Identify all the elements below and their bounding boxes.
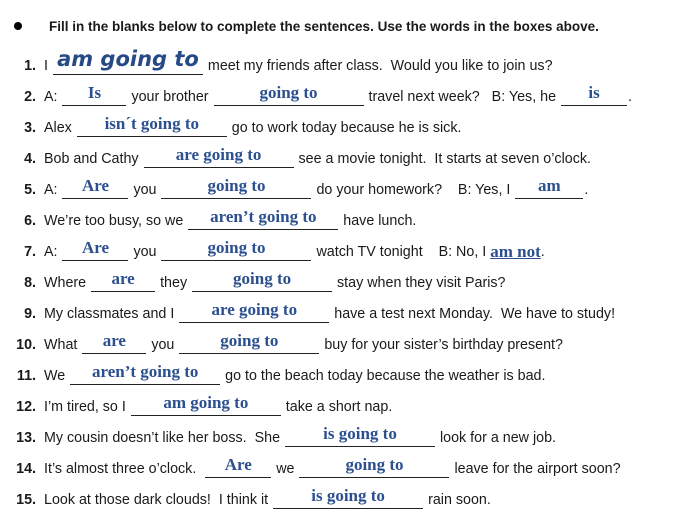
sentence-text: they xyxy=(156,274,192,291)
answer-blank[interactable] xyxy=(205,454,271,478)
answer-blank[interactable] xyxy=(273,485,423,509)
handwritten-answer: are going to xyxy=(211,299,298,319)
item-number: 12. xyxy=(16,398,36,415)
sentence-text: . xyxy=(628,88,633,105)
sentence-text: have a test next Monday. We have to study! xyxy=(330,305,616,322)
exercise-row xyxy=(0,391,696,422)
sentence-text: A: xyxy=(44,181,62,198)
handwritten-answer: are going to xyxy=(175,144,262,164)
exercise-row xyxy=(0,329,696,360)
handwritten-answer: are xyxy=(102,330,126,350)
item-number: 10. xyxy=(16,336,36,353)
exercise-row xyxy=(0,46,696,81)
handwritten-answer: going to xyxy=(233,268,292,288)
item-number: 8. xyxy=(24,274,36,291)
answer-blank[interactable] xyxy=(561,82,627,106)
item-number: 15. xyxy=(16,491,36,508)
sentence-text: see a movie tonight. It starts at seven o’clock. xyxy=(294,150,591,167)
answer-blank[interactable] xyxy=(77,113,227,137)
sentence-text: I’m tired, so I xyxy=(44,398,130,415)
exercise-row xyxy=(0,143,696,174)
sentence-text: you xyxy=(147,336,179,353)
sentence-text: meet my friends after class. Would you like to join us? xyxy=(203,57,553,74)
sentence-text: you xyxy=(129,243,161,260)
answer-blank[interactable] xyxy=(53,46,203,75)
sentence-text: watch TV tonight B: No, I xyxy=(312,243,491,260)
bullet-icon xyxy=(14,22,22,30)
sentence-text: We xyxy=(44,367,70,384)
sentence-text: What xyxy=(44,336,82,353)
answer-blank[interactable] xyxy=(91,268,155,292)
handwritten-answer: going to xyxy=(207,175,266,195)
handwritten-answer: aren’t going to xyxy=(210,206,317,226)
answer-blank[interactable] xyxy=(70,361,220,385)
sentence-text: . xyxy=(540,243,545,260)
item-number: 3. xyxy=(24,119,36,136)
answer-blank[interactable] xyxy=(131,392,281,416)
item-number: 11. xyxy=(16,367,36,384)
sentence-text: have lunch. xyxy=(339,212,417,229)
sentence-text: go to the beach today because the weather is bad. xyxy=(221,367,546,384)
handwritten-answer: aren’t going to xyxy=(91,361,199,381)
exercise-row xyxy=(0,81,696,112)
answer-blank[interactable] xyxy=(188,206,338,230)
exercise-row xyxy=(0,267,696,298)
sentence-text: It’s almost three o’clock. xyxy=(44,460,205,477)
sentence-text: buy for your sister’s birthday present? xyxy=(320,336,563,353)
answer-blank[interactable] xyxy=(161,237,311,261)
sentence-text: we xyxy=(272,460,299,477)
sentence-text: take a short nap. xyxy=(281,398,393,415)
handwritten-answer: Are xyxy=(81,237,110,257)
answer-blank[interactable] xyxy=(299,454,449,478)
sentence-text: look for a new job. xyxy=(436,429,557,446)
sentence-text: I xyxy=(44,57,52,74)
answer-blank[interactable] xyxy=(214,82,364,106)
item-number: 4. xyxy=(24,150,36,167)
handwritten-answer: going to xyxy=(345,454,404,474)
item-number: 7. xyxy=(24,243,36,260)
sentence-text: stay when they visit Paris? xyxy=(333,274,506,291)
item-number: 6. xyxy=(24,212,36,229)
answer-blank[interactable] xyxy=(62,82,126,106)
handwritten-answer: are xyxy=(111,268,135,288)
answer-blank[interactable] xyxy=(515,175,583,199)
exercise-row xyxy=(0,174,696,205)
sentence-text: We’re too busy, so we xyxy=(44,212,188,229)
sentence-text: Look at those dark clouds! I think it xyxy=(44,491,273,508)
answer-blank[interactable] xyxy=(192,268,332,292)
sentence-text: your brother xyxy=(127,88,213,105)
item-number: 2. xyxy=(24,88,36,105)
item-number: 13. xyxy=(16,429,36,446)
exercise-row xyxy=(0,453,696,484)
exercise-row xyxy=(0,112,696,143)
answer-blank[interactable] xyxy=(179,299,329,323)
item-number: 14. xyxy=(16,460,36,477)
instructions-header xyxy=(12,15,692,37)
sentence-text: A: xyxy=(44,243,62,260)
sentence-text: . xyxy=(584,181,589,198)
answer-blank[interactable] xyxy=(82,330,146,354)
sentence-text: A: xyxy=(44,88,62,105)
sentence-text: rain soon. xyxy=(424,491,491,508)
handwritten-answer: is xyxy=(588,82,600,102)
handwritten-answer: Are xyxy=(224,454,252,474)
sentence-text: Where xyxy=(44,274,91,291)
handwritten-answer: going to xyxy=(259,82,318,102)
sentence-text: leave for the airport soon? xyxy=(450,460,621,477)
handwritten-answer: am going to xyxy=(163,392,249,412)
exercise-row xyxy=(0,205,696,236)
item-number: 5. xyxy=(24,181,36,198)
handwritten-answer: Is xyxy=(87,82,102,102)
sentence-text: My classmates and I xyxy=(44,305,179,322)
handwritten-answer: going to xyxy=(207,237,266,257)
handwritten-answer: am going to xyxy=(57,46,199,71)
handwritten-answer: is going to xyxy=(311,485,385,505)
exercise-row xyxy=(0,360,696,391)
answer-blank[interactable] xyxy=(62,175,128,199)
handwritten-answer: is going to xyxy=(323,423,397,443)
answer-blank[interactable] xyxy=(285,423,435,447)
answer-blank[interactable] xyxy=(62,237,128,261)
handwritten-answer: going to xyxy=(220,330,279,350)
handwritten-answer: isn´t going to xyxy=(104,113,200,133)
exercise-row xyxy=(0,236,696,267)
sentence-text: do your homework? B: Yes, I xyxy=(312,181,515,198)
sentence-text: go to work today because he is sick. xyxy=(227,119,462,136)
handwritten-answer: am not xyxy=(490,241,541,261)
instructions-text: Fill in the blanks below to complete the sentences. Use the words in the boxes above. xyxy=(49,18,599,34)
exercise-row xyxy=(0,298,696,329)
sentence-text: you xyxy=(129,181,161,198)
answer-blank[interactable] xyxy=(179,330,319,354)
item-number: 1. xyxy=(24,57,36,74)
sentence-text: Alex xyxy=(44,119,76,136)
sentence-text: Bob and Cathy xyxy=(44,150,143,167)
exercise-row xyxy=(0,484,696,515)
handwritten-answer: Are xyxy=(81,175,110,195)
sentence-text: My cousin doesn’t like her boss. She xyxy=(44,429,284,446)
sentence-text: travel next week? B: Yes, he xyxy=(364,88,561,105)
answer-blank[interactable] xyxy=(161,175,311,199)
item-number: 9. xyxy=(24,305,36,322)
handwritten-answer: am xyxy=(538,175,561,195)
answer-blank[interactable] xyxy=(144,144,294,168)
exercise-list xyxy=(0,46,696,515)
exercise-row xyxy=(0,422,696,453)
